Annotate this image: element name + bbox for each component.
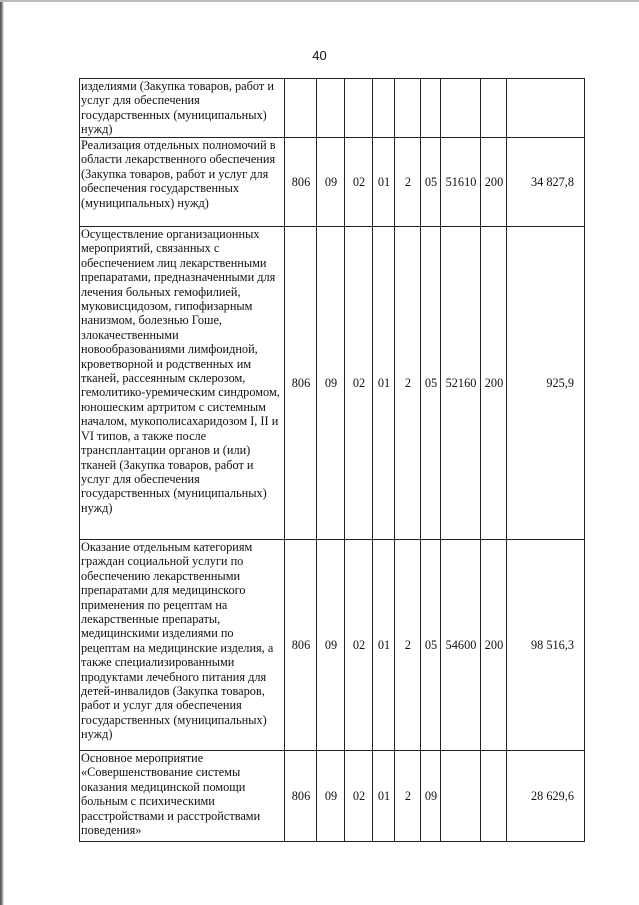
expense-type-code: 200 [481,138,507,227]
dept-code: 806 [285,138,317,227]
subsection-code: 02 [345,138,373,227]
target-code-2: 2 [395,138,421,227]
amount: 925,9 [507,227,585,540]
page-number: 40 [312,48,327,63]
subsection-code: 02 [345,540,373,751]
target-code-1: 01 [373,540,395,751]
target-code-3: 05 [421,540,441,751]
target-code-4 [441,79,481,138]
dept-code: 806 [285,751,317,842]
subsection-code: 02 [345,751,373,842]
amount: 34 827,8 [507,138,585,227]
expense-type-code [481,751,507,842]
target-code-2: 2 [395,540,421,751]
target-code-2: 2 [395,751,421,842]
target-code-4 [441,751,481,842]
table-row [80,227,585,540]
row-name: изделиями (Закупка товаров, работ и услуг для обеспечения государственных (муниципальных) нужд) [80,79,285,138]
target-code-4: 52160 [441,227,481,540]
row-name: Основное мероприятие «Совершенствование системы оказания медицинской помощи больным с психическими расстройствами и расстройствами поведения» [80,751,285,842]
section-code: 09 [317,751,345,842]
row-name: Осуществление организационных мероприятий, связанных с обеспечением лиц лекарственными препаратами, предназначенными для лечения больных гемофилией, муковисцидозом, гипофизарным нанизмом, болезнью Гоше, злокачественными новообразованиями лимфоидной, кроветворной и родственных им тканей, рассеянным склерозом, гемолитико-уремическим синдромом, юношеским артритом с системным началом, мукополисахаридозом I, II и VI типов, а также после трансплантации органов и (или) тканей (Закупка товаров, работ и услуг для обеспечения государственных (муниципальных) нужд) [80,227,285,540]
target-code-3 [421,79,441,138]
target-code-3: 05 [421,227,441,540]
target-code-2: 2 [395,227,421,540]
subsection-code [345,79,373,138]
target-code-3: 09 [421,751,441,842]
target-code-1: 01 [373,138,395,227]
section-code [317,79,345,138]
budget-table [79,78,585,842]
expense-type-code [481,79,507,138]
amount [507,79,585,138]
target-code-4: 51610 [441,138,481,227]
target-code-4: 54600 [441,540,481,751]
table-row [80,751,585,842]
section-code: 09 [317,138,345,227]
table-row [80,79,585,138]
target-code-3: 05 [421,138,441,227]
table-row [80,540,585,751]
dept-code: 806 [285,227,317,540]
dept-code [285,79,317,138]
section-code: 09 [317,540,345,751]
amount: 98 516,3 [507,540,585,751]
row-name: Оказание отдельным категориям граждан социальной услуги по обеспечению лекарственными препаратами для медицинского применения по рецептам на лекарственные препараты, медицинскими изделиями по рецептам на медицинские изделия, а также специализированными продуктами лечебного питания для детей-инвалидов (Закупка товаров, работ и услуг для обеспечения государственных (муниципальных) нужд) [80,540,285,751]
subsection-code: 02 [345,227,373,540]
target-code-1: 01 [373,751,395,842]
amount: 28 629,6 [507,751,585,842]
target-code-1 [373,79,395,138]
scan-top-edge [0,0,639,2]
dept-code: 806 [285,540,317,751]
table-row [80,138,585,227]
row-name: Реализация отдельных полномочий в области лекарственного обеспечения (Закупка товаров, работ и услуг для обеспечения государственных (муниципальных) нужд) [80,138,285,227]
scan-left-edge [0,0,4,905]
section-code: 09 [317,227,345,540]
expense-type-code: 200 [481,227,507,540]
target-code-2 [395,79,421,138]
target-code-1: 01 [373,227,395,540]
expense-type-code: 200 [481,540,507,751]
